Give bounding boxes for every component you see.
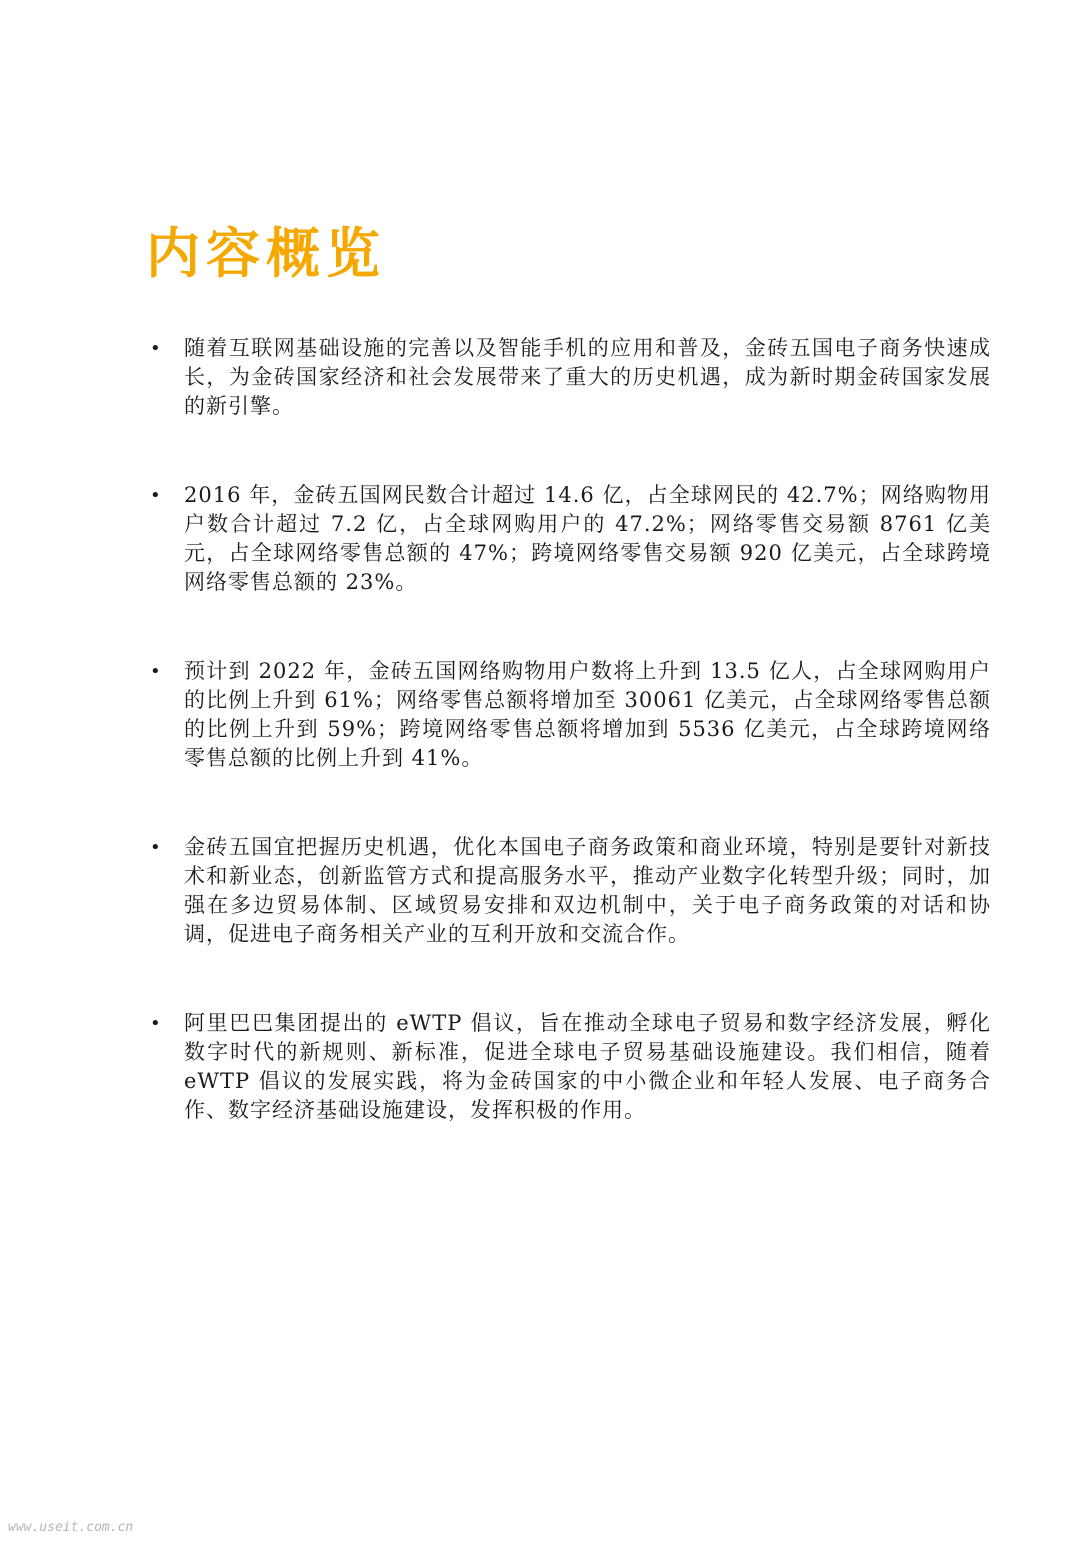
list-item bbox=[146, 481, 991, 597]
summary-list bbox=[146, 334, 991, 1185]
page-title: 内容概览 bbox=[146, 222, 386, 285]
list-item bbox=[146, 657, 991, 773]
bullet-icon: • bbox=[150, 837, 162, 858]
watermark: www.useit.com.cn bbox=[8, 1520, 134, 1535]
bullet-icon: • bbox=[150, 338, 162, 359]
bullet-text: 预计到 2022 年，金砖五国网络购物用户数将上升到 13.5 亿人，占全球网购用户的比例上升到 61%；网络零售总额将增加至 30061 亿美元，占全球网络零售总额的比例上升到 59%；跨境网络零售总额将增加到 5536 亿美元，占全球跨境网络零售总额的比例上升到 41%。 bbox=[184, 659, 991, 770]
bullet-icon: • bbox=[150, 1013, 162, 1034]
bullet-text: 金砖五国宜把握历史机遇，优化本国电子商务政策和商业环境，特别是要针对新技术和新业态，创新监管方式和提高服务水平，推动产业数字化转型升级；同时，加强在多边贸易体制、区域贸易安排和双边机制中，关于电子商务政策的对话和协调，促进电子商务相关产业的互利开放和交流合作。 bbox=[184, 835, 991, 946]
list-item bbox=[146, 1009, 991, 1125]
bullet-text: 随着互联网基础设施的完善以及智能手机的应用和普及，金砖五国电子商务快速成长，为金砖国家经济和社会发展带来了重大的历史机遇，成为新时期金砖国家发展的新引擎。 bbox=[184, 336, 991, 418]
bullet-text: 2016 年，金砖五国网民数合计超过 14.6 亿，占全球网民的 42.7%；网络购物用户数合计超过 7.2 亿，占全球网购用户的 47.2%；网络零售交易额 8761 亿美元，占全球网络零售总额的 47%；跨境网络零售交易额 920 亿美元，占全球跨境网络零售总额的 23%。 bbox=[184, 483, 991, 594]
bullet-text: 阿里巴巴集团提出的 eWTP 倡议，旨在推动全球电子贸易和数字经济发展，孵化数字时代的新规则、新标准，促进全球电子贸易基础设施建设。我们相信，随着 eWTP 倡议的发展实践，将为金砖国家的中小微企业和年轻人发展、电子商务合作、数字经济基础设施建设，发挥积极的作用。 bbox=[184, 1011, 991, 1122]
bullet-icon: • bbox=[150, 661, 162, 682]
list-item bbox=[146, 334, 991, 421]
bullet-icon: • bbox=[150, 485, 162, 506]
list-item bbox=[146, 833, 991, 949]
